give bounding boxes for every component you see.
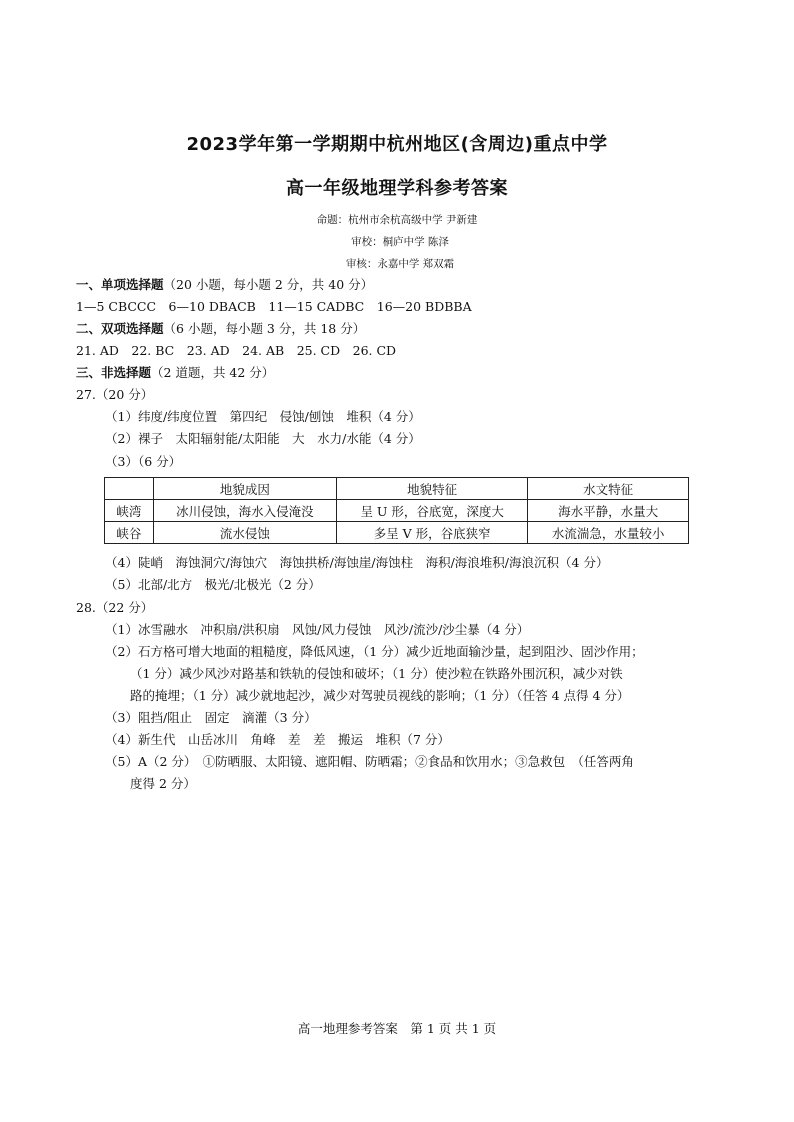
q28-part-5-line-2: 度得 2 分） [130,776,196,791]
q28-part-5-line-1: （5）A（2 分） ①防晒服、太阳镜、遮阳帽、防晒霜；②食品和饮用水；③急救包 （任答两角 [105,754,634,769]
q27-part-2: （2）裸子 太阳辐射能/太阳能 大 水力/水能（4 分） [105,431,421,446]
landform-comparison-table [104,477,689,544]
q27-part-3: （3）（6 分） [105,454,182,469]
q28-part-2-line-1: （2）石方格可增大地面的粗糙度，降低风速，（1 分）减少近地面输沙量，起到阻沙、固沙作用； [105,644,644,659]
credit-author: 命题：杭州市余杭高级中学 尹新建 [316,214,478,226]
page-footer: 高一地理参考答案 第 1 页 共 1 页 [297,1021,497,1036]
table-cell: 冰川侵蚀，海水入侵淹没 [153,500,336,522]
table-header-row [105,478,689,500]
q27-heading: 27.（20 分） [76,387,154,402]
table-header-cell: 地貌特征 [337,478,528,500]
table-header-cell: 水文特征 [528,478,689,500]
table-cell: 峡谷 [105,522,154,544]
q28-part-2-line-2: （1 分）减少风沙对路基和铁轨的侵蚀和破坏；（1 分）使沙粒在铁路外围沉积，减少对铁 [130,666,623,681]
table-cell: 水流湍急，水量较小 [528,522,689,544]
table-row [105,522,689,544]
q28-part-3: （3）阻挡/阻止 固定 滴灌（3 分） [105,710,317,725]
section-2-answers: 21. AD 22. BC 23. AD 24. AB 25. CD 26. CD [76,343,397,358]
q27-part-4: （4）陡峭 海蚀洞穴/海蚀穴 海蚀拱桥/海蚀崖/海蚀柱 海积/海浪堆积/海浪沉积（4 分） [105,555,609,570]
table-header-cell: 地貌成因 [153,478,336,500]
q28-heading: 28.（22 分） [76,600,154,615]
table-cell: 峡湾 [105,500,154,522]
document-title: 2023学年第一学期期中杭州地区(含周边)重点中学 [186,134,608,155]
table-row [105,500,689,522]
q28-part-1: （1）冰雪融水 冲积扇/洪积扇 风蚀/风力侵蚀 风沙/流沙/沙尘暴（4 分） [105,622,530,637]
table-cell: 呈 U 形，谷底宽，深度大 [337,500,528,522]
section-1-heading: 一、单项选择题（20 小题，每小题 2 分，共 40 分） [76,277,374,292]
q28-part-4: （4）新生代 山岳冰川 角峰 差 差 搬运 堆积（7 分） [105,732,450,747]
document-subtitle: 高一年级地理学科参考答案 [286,178,508,199]
section-1-answers: 1—5 CBCCC 6—10 DBACB 11—15 CADBC 16—20 BDBBA [76,299,472,314]
table-cell: 流水侵蚀 [153,522,336,544]
table-cell: 海水平静，水量大 [528,500,689,522]
section-3-heading: 三、非选择题（2 道题，共 42 分） [76,365,275,380]
table-header-cell [105,478,154,500]
q27-part-1: （1）纬度/纬度位置 第四纪 侵蚀/刨蚀 堆积（4 分） [105,409,421,424]
credit-reviewer: 审校：桐庐中学 陈泽 [351,236,449,248]
section-2-heading: 二、双项选择题（6 小题，每小题 3 分，共 18 分） [76,321,366,336]
table-cell: 多呈 V 形，谷底狭窄 [337,522,528,544]
q27-part-5: （5）北部/北方 极光/北极光（2 分） [105,577,321,592]
credit-auditor: 审核：永嘉中学 郑双霜 [345,258,455,270]
q28-part-2-line-3: 路的掩埋；（1 分）减少就地起沙，减少对驾驶员视线的影响；（1 分）（任答 4 点得 4 分） [130,688,630,703]
